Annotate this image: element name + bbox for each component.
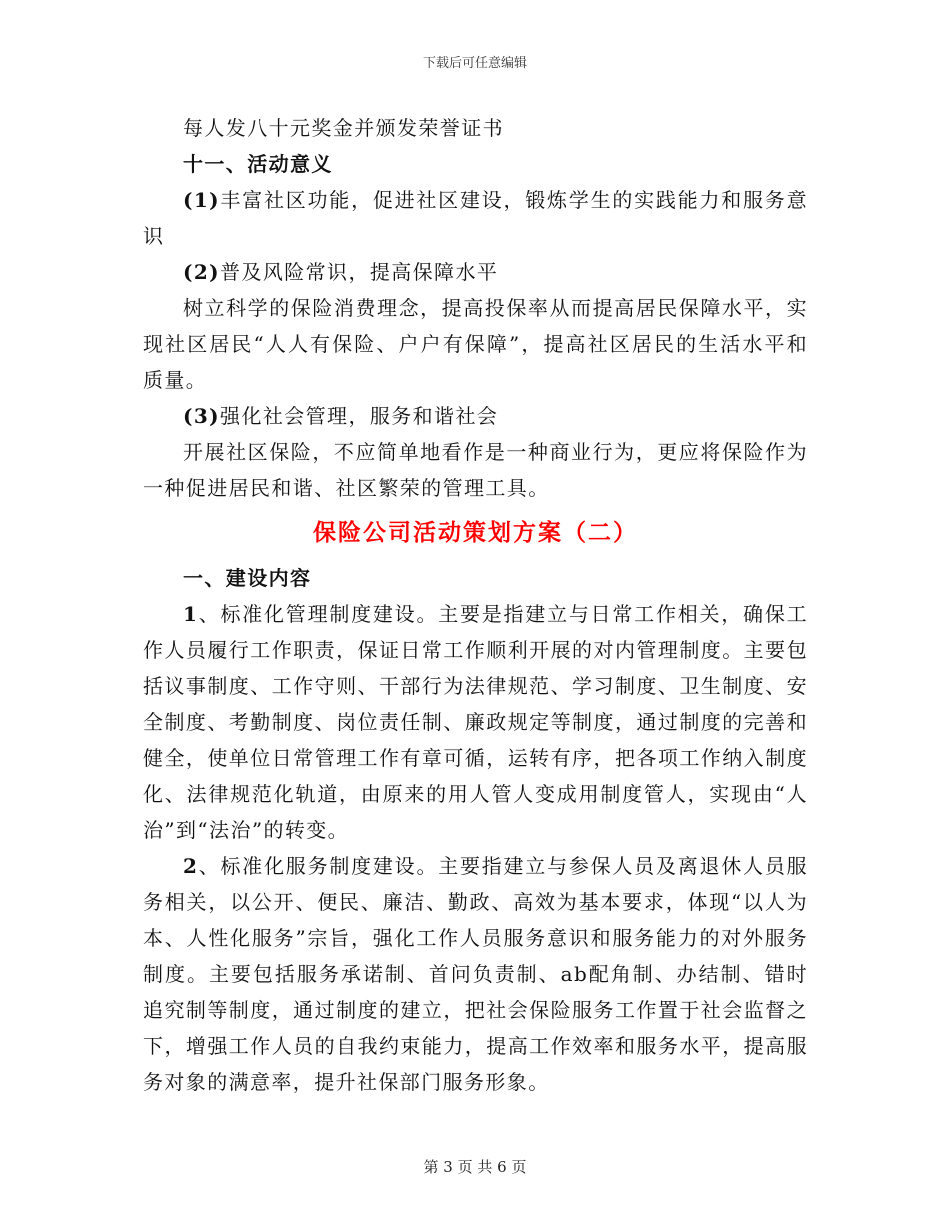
heading-activity-significance: 十一、活动意义	[183, 152, 333, 176]
list-item-1-text: 丰富社区功能，促进社区建设，锻炼学生的实践能力和服务意识	[143, 188, 808, 248]
management-system-text: 、标准化管理制度建设。主要是指建立与日常工作相关，确保工作人员履行工作职责，保证日常工作顺利开展的对内管理制度。主要包括议事制度、工作守则、干部行为法律规范、学习制度、卫生制度、安全制度、考勤制度、岗位责任制、廉政规定等制度，通过制度的完善和健全，使单位日常管理工作有章可循，运转有序，把各项工作纳入制度化、法律规范化轨道，由原来的用人管人变成用制度管人，实现由“人治”到“法治”的转变。	[143, 602, 808, 842]
page-number-footer: 第 3 页 共 6 页	[423, 1158, 527, 1176]
document-body	[143, 110, 808, 1100]
paragraph-number-2: 2	[183, 854, 199, 878]
list-item-3-text: 强化社会管理，服务和谐社会	[220, 404, 499, 428]
page-header-note: 下载后可任意编辑	[422, 56, 527, 71]
insurance-concept-paragraph: 树立科学的保险消费理念，提高投保率从而提高居民保障水平，实现社区居民“人人有保险、户户有保障”，提高社区居民的生活水平和质量。	[143, 296, 808, 392]
management-system-paragraph	[143, 596, 808, 848]
list-item-2-label: (2)	[183, 260, 221, 284]
list-item-2-text: 普及风险常识，提高保障水平	[220, 260, 499, 284]
service-system-paragraph	[143, 848, 808, 1100]
community-insurance-paragraph: 开展社区保险，不应简单地看作是一种商业行为，更应将保险作为一种促进居民和谐、社区繁荣的管理工具。	[143, 440, 808, 500]
list-item-1	[143, 182, 808, 254]
heading-construction-content: 一、建设内容	[183, 566, 312, 590]
section-title: 保险公司活动策划方案（二）	[313, 519, 638, 546]
service-system-text: 、标准化服务制度建设。主要指建立与参保人员及离退休人员服务相关，以公开、便民、廉洁、勤政、高效为基本要求，体现“以人为本、人性化服务”宗旨，强化工作人员服务意识和服务能力的对外服务制度。主要包括服务承诺制、首问负责制、ab配角制、办结制、错时追究制等制度，通过制度的建立，把社会保险服务工作置于社会监督之下，增强工作人员的自我约束能力，提高工作效率和服务水平，提高服务对象的满意率，提升社保部门服务形象。	[143, 854, 808, 1094]
award-paragraph: 每人发八十元奖金并颁发荣誉证书	[183, 116, 504, 140]
list-item-3-label: (3)	[183, 404, 221, 428]
paragraph-number-1: 1	[183, 602, 199, 626]
list-item-3	[143, 398, 808, 434]
list-item-2	[143, 254, 808, 290]
list-item-1-label: (1)	[183, 188, 221, 212]
